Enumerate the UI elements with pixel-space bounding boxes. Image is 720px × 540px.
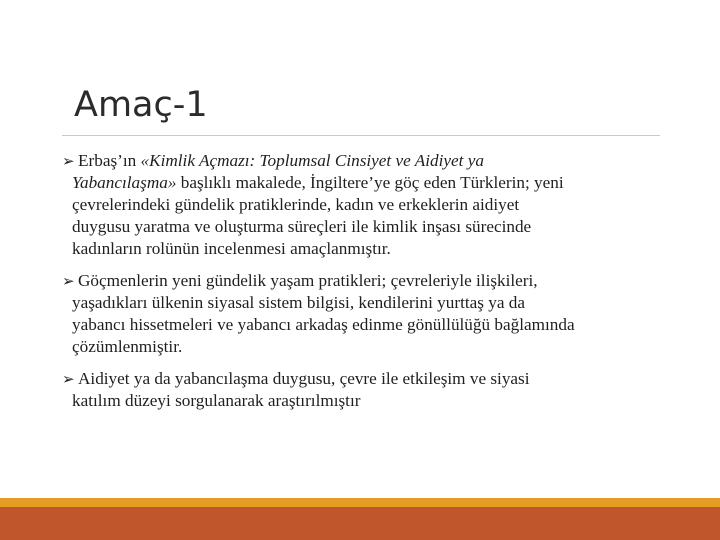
bullet-line: yabancı hissetmeleri ve yabancı arkadaş edinme gönüllülüğü bağlamında: [72, 315, 575, 334]
line-italic-text: «Kimlik Açmazı: Toplumsal Cinsiyet ve Aidiyet ya: [140, 151, 484, 170]
footer-accent-bar: [0, 498, 720, 507]
line-italic-text: Yabancılaşma»: [72, 173, 177, 192]
bullet-line: katılım düzeyi sorgulanarak araştırılmıştır: [72, 391, 361, 410]
bullet-line: yaşadıkları ülkenin siyasal sistem bilgisi, kendilerini yurttaş ya da: [72, 293, 525, 312]
bullet-line: Aidiyet ya da yabancılaşma duygusu, çevre ile etkileşim ve siyasi: [78, 369, 530, 388]
slide-title: Amaç-1: [74, 85, 208, 125]
arrow-bullet-icon: ➢: [62, 152, 75, 170]
bullet-item-1: [62, 150, 692, 260]
bullet-line: [72, 150, 692, 172]
bullet-line: duygusu yaratma ve oluşturma süreçleri ile kimlik inşası sürecinde: [72, 217, 532, 236]
line-text: başlıklı makalede, İngiltere’ye göç eden Türklerin; yeni: [176, 173, 564, 192]
bullet-line: çevrelerindeki gündelik pratiklerinde, kadın ve erkeklerin aidiyet: [72, 195, 520, 214]
bullet-list: [62, 150, 692, 422]
bullet-line: [72, 172, 692, 194]
arrow-bullet-icon: ➢: [62, 272, 75, 290]
bullet-line: kadınların rolünün incelenmesi amaçlanmıştır.: [72, 239, 391, 258]
bullet-item-3: [62, 368, 692, 412]
bullet-line: Göçmenlerin yeni gündelik yaşam pratikleri; çevreleriyle ilişkileri,: [78, 271, 538, 290]
line-text: Erbaş’ın: [78, 151, 141, 170]
footer-bar: [0, 507, 720, 540]
bullet-line: çözümlenmiştir.: [72, 337, 183, 356]
title-divider: [62, 135, 660, 136]
arrow-bullet-icon: ➢: [62, 370, 75, 388]
bullet-item-2: [62, 270, 692, 358]
